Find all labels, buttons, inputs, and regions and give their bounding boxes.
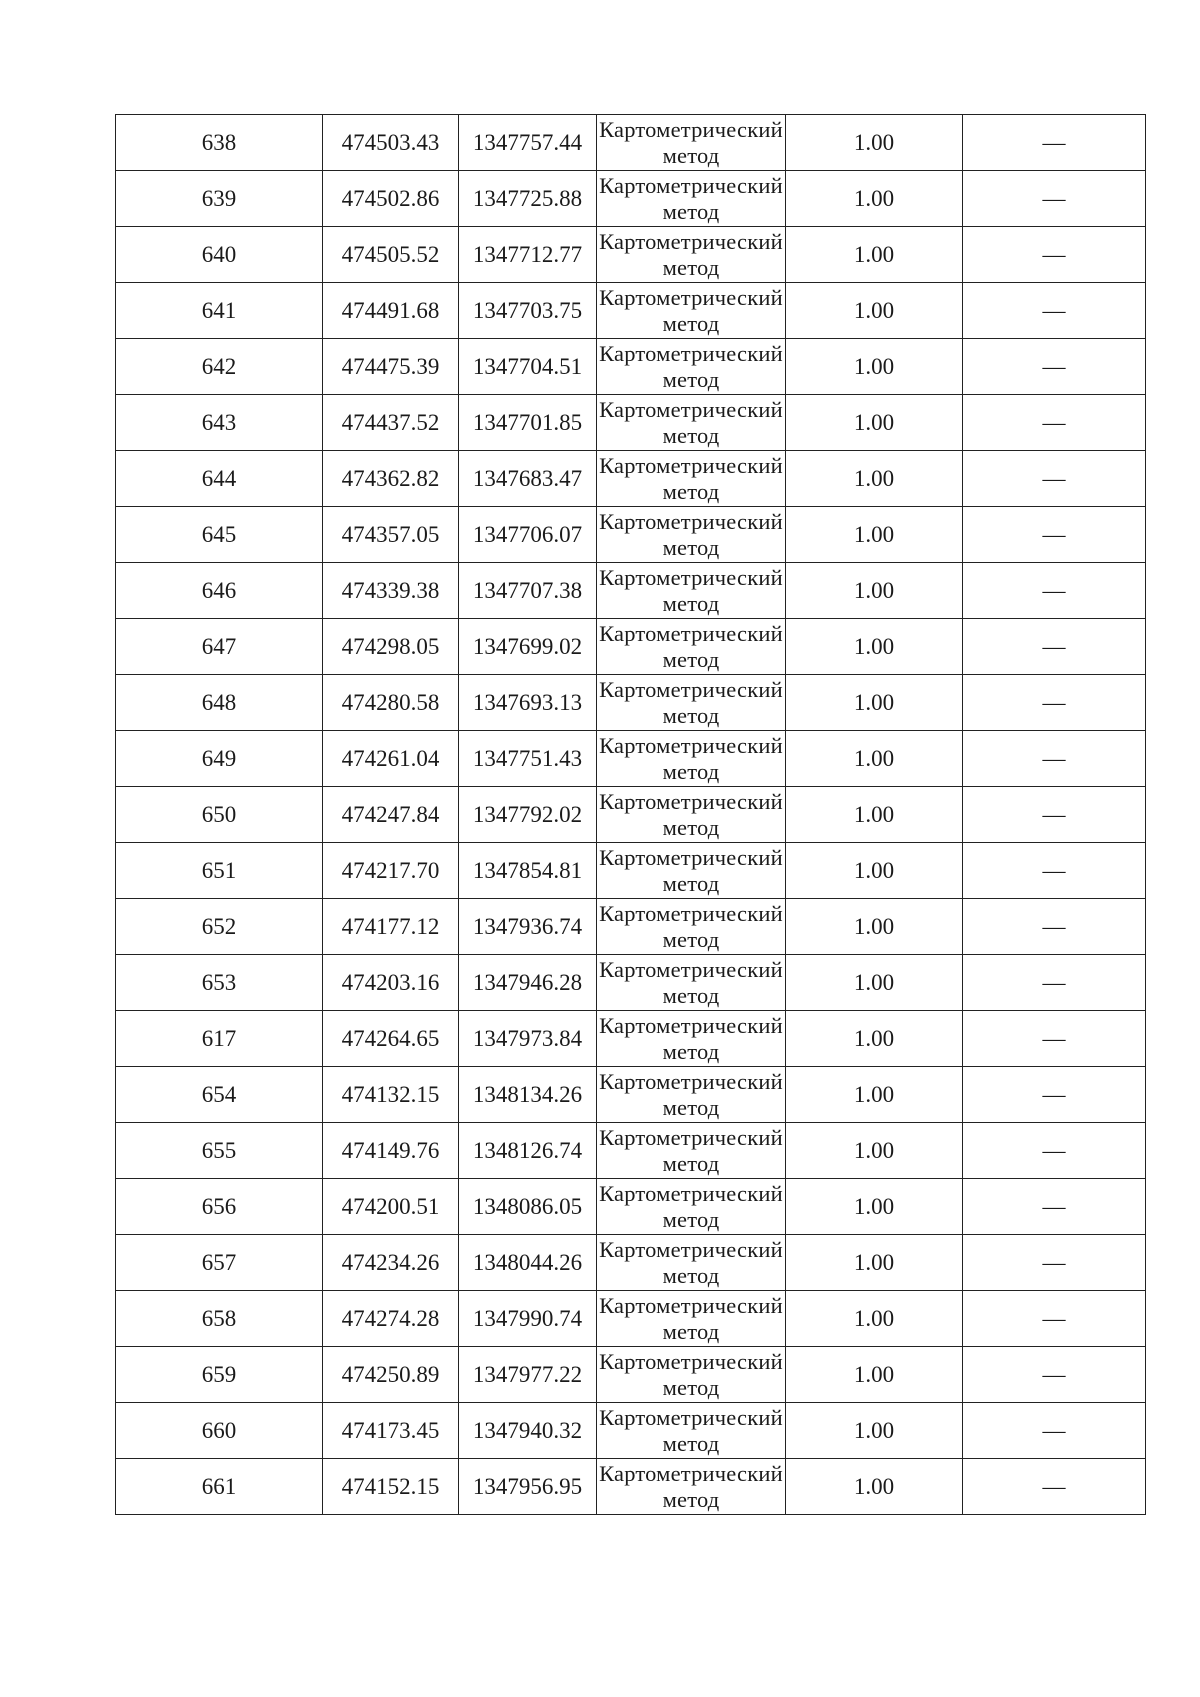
point-number-cell: 658 — [116, 1291, 323, 1347]
point-number-cell: 646 — [116, 563, 323, 619]
note-cell: — — [963, 115, 1146, 171]
accuracy-cell: 1.00 — [786, 787, 963, 843]
table-row — [116, 1179, 1146, 1235]
x-coordinate-cell: 474217.70 — [323, 843, 459, 899]
y-coordinate-cell: 1347683.47 — [459, 451, 597, 507]
point-number-cell: 617 — [116, 1011, 323, 1067]
y-coordinate-cell: 1347854.81 — [459, 843, 597, 899]
note-cell: — — [963, 955, 1146, 1011]
y-coordinate-cell: 1347751.43 — [459, 731, 597, 787]
coordinates-table — [115, 114, 1146, 1515]
method-cell: Картометрический метод — [597, 1123, 786, 1179]
y-coordinate-cell: 1347936.74 — [459, 899, 597, 955]
accuracy-cell: 1.00 — [786, 1011, 963, 1067]
x-coordinate-cell: 474502.86 — [323, 171, 459, 227]
x-coordinate-cell: 474173.45 — [323, 1403, 459, 1459]
table-row — [116, 843, 1146, 899]
x-coordinate-cell: 474491.68 — [323, 283, 459, 339]
point-number-cell: 644 — [116, 451, 323, 507]
accuracy-cell: 1.00 — [786, 171, 963, 227]
table-row — [116, 563, 1146, 619]
table-row — [116, 731, 1146, 787]
table-row — [116, 507, 1146, 563]
method-cell: Картометрический метод — [597, 675, 786, 731]
point-number-cell: 648 — [116, 675, 323, 731]
x-coordinate-cell: 474132.15 — [323, 1067, 459, 1123]
point-number-cell: 652 — [116, 899, 323, 955]
note-cell: — — [963, 1179, 1146, 1235]
x-coordinate-cell: 474298.05 — [323, 619, 459, 675]
y-coordinate-cell: 1348086.05 — [459, 1179, 597, 1235]
note-cell: — — [963, 1403, 1146, 1459]
note-cell: — — [963, 1459, 1146, 1515]
accuracy-cell: 1.00 — [786, 507, 963, 563]
table-row — [116, 955, 1146, 1011]
y-coordinate-cell: 1347703.75 — [459, 283, 597, 339]
y-coordinate-cell: 1348044.26 — [459, 1235, 597, 1291]
x-coordinate-cell: 474280.58 — [323, 675, 459, 731]
table-row — [116, 339, 1146, 395]
x-coordinate-cell: 474437.52 — [323, 395, 459, 451]
accuracy-cell: 1.00 — [786, 1403, 963, 1459]
method-cell: Картометрический метод — [597, 787, 786, 843]
point-number-cell: 640 — [116, 227, 323, 283]
y-coordinate-cell: 1347973.84 — [459, 1011, 597, 1067]
note-cell: — — [963, 339, 1146, 395]
point-number-cell: 638 — [116, 115, 323, 171]
table-row — [116, 171, 1146, 227]
accuracy-cell: 1.00 — [786, 283, 963, 339]
accuracy-cell: 1.00 — [786, 227, 963, 283]
accuracy-cell: 1.00 — [786, 1123, 963, 1179]
method-cell: Картометрический метод — [597, 451, 786, 507]
note-cell: — — [963, 395, 1146, 451]
point-number-cell: 645 — [116, 507, 323, 563]
method-cell: Картометрический метод — [597, 1179, 786, 1235]
y-coordinate-cell: 1347956.95 — [459, 1459, 597, 1515]
table-row — [116, 619, 1146, 675]
table-row — [116, 1347, 1146, 1403]
note-cell: — — [963, 787, 1146, 843]
method-cell: Картометрический метод — [597, 1459, 786, 1515]
x-coordinate-cell: 474264.65 — [323, 1011, 459, 1067]
method-cell: Картометрический метод — [597, 1011, 786, 1067]
point-number-cell: 656 — [116, 1179, 323, 1235]
table-row — [116, 899, 1146, 955]
x-coordinate-cell: 474152.15 — [323, 1459, 459, 1515]
method-cell: Картометрический метод — [597, 843, 786, 899]
accuracy-cell: 1.00 — [786, 899, 963, 955]
note-cell: — — [963, 171, 1146, 227]
y-coordinate-cell: 1347693.13 — [459, 675, 597, 731]
y-coordinate-cell: 1347699.02 — [459, 619, 597, 675]
table-row — [116, 1067, 1146, 1123]
note-cell: — — [963, 675, 1146, 731]
accuracy-cell: 1.00 — [786, 1179, 963, 1235]
accuracy-cell: 1.00 — [786, 1067, 963, 1123]
note-cell: — — [963, 843, 1146, 899]
note-cell: — — [963, 899, 1146, 955]
point-number-cell: 639 — [116, 171, 323, 227]
point-number-cell: 642 — [116, 339, 323, 395]
method-cell: Картометрический метод — [597, 1291, 786, 1347]
point-number-cell: 660 — [116, 1403, 323, 1459]
note-cell: — — [963, 1291, 1146, 1347]
accuracy-cell: 1.00 — [786, 843, 963, 899]
y-coordinate-cell: 1347712.77 — [459, 227, 597, 283]
y-coordinate-cell: 1347701.85 — [459, 395, 597, 451]
coordinates-table-body — [116, 115, 1146, 1515]
point-number-cell: 647 — [116, 619, 323, 675]
point-number-cell: 659 — [116, 1347, 323, 1403]
note-cell: — — [963, 1347, 1146, 1403]
accuracy-cell: 1.00 — [786, 451, 963, 507]
method-cell: Картометрический метод — [597, 507, 786, 563]
accuracy-cell: 1.00 — [786, 619, 963, 675]
y-coordinate-cell: 1347757.44 — [459, 115, 597, 171]
x-coordinate-cell: 474475.39 — [323, 339, 459, 395]
note-cell: — — [963, 283, 1146, 339]
table-row — [116, 283, 1146, 339]
table-row — [116, 227, 1146, 283]
x-coordinate-cell: 474362.82 — [323, 451, 459, 507]
method-cell: Картометрический метод — [597, 171, 786, 227]
method-cell: Картометрический метод — [597, 1067, 786, 1123]
note-cell: — — [963, 227, 1146, 283]
note-cell: — — [963, 563, 1146, 619]
y-coordinate-cell: 1348134.26 — [459, 1067, 597, 1123]
accuracy-cell: 1.00 — [786, 1459, 963, 1515]
y-coordinate-cell: 1347946.28 — [459, 955, 597, 1011]
accuracy-cell: 1.00 — [786, 1291, 963, 1347]
x-coordinate-cell: 474200.51 — [323, 1179, 459, 1235]
accuracy-cell: 1.00 — [786, 395, 963, 451]
table-row — [116, 451, 1146, 507]
point-number-cell: 657 — [116, 1235, 323, 1291]
point-number-cell: 643 — [116, 395, 323, 451]
accuracy-cell: 1.00 — [786, 731, 963, 787]
x-coordinate-cell: 474149.76 — [323, 1123, 459, 1179]
method-cell: Картометрический метод — [597, 283, 786, 339]
table-row — [116, 1459, 1146, 1515]
y-coordinate-cell: 1347725.88 — [459, 171, 597, 227]
method-cell: Картометрический метод — [597, 731, 786, 787]
y-coordinate-cell: 1348126.74 — [459, 1123, 597, 1179]
note-cell: — — [963, 1067, 1146, 1123]
method-cell: Картометрический метод — [597, 1235, 786, 1291]
point-number-cell: 653 — [116, 955, 323, 1011]
method-cell: Картометрический метод — [597, 899, 786, 955]
table-row — [116, 1291, 1146, 1347]
y-coordinate-cell: 1347940.32 — [459, 1403, 597, 1459]
point-number-cell: 649 — [116, 731, 323, 787]
x-coordinate-cell: 474203.16 — [323, 955, 459, 1011]
method-cell: Картометрический метод — [597, 1403, 786, 1459]
method-cell: Картометрический метод — [597, 1347, 786, 1403]
x-coordinate-cell: 474261.04 — [323, 731, 459, 787]
x-coordinate-cell: 474274.28 — [323, 1291, 459, 1347]
note-cell: — — [963, 1123, 1146, 1179]
accuracy-cell: 1.00 — [786, 339, 963, 395]
point-number-cell: 655 — [116, 1123, 323, 1179]
table-row — [116, 1011, 1146, 1067]
note-cell: — — [963, 731, 1146, 787]
note-cell: — — [963, 1235, 1146, 1291]
y-coordinate-cell: 1347977.22 — [459, 1347, 597, 1403]
x-coordinate-cell: 474177.12 — [323, 899, 459, 955]
point-number-cell: 650 — [116, 787, 323, 843]
note-cell: — — [963, 619, 1146, 675]
note-cell: — — [963, 507, 1146, 563]
accuracy-cell: 1.00 — [786, 955, 963, 1011]
table-row — [116, 1403, 1146, 1459]
method-cell: Картометрический метод — [597, 227, 786, 283]
method-cell: Картометрический метод — [597, 395, 786, 451]
table-row — [116, 787, 1146, 843]
point-number-cell: 641 — [116, 283, 323, 339]
y-coordinate-cell: 1347706.07 — [459, 507, 597, 563]
accuracy-cell: 1.00 — [786, 1235, 963, 1291]
accuracy-cell: 1.00 — [786, 115, 963, 171]
x-coordinate-cell: 474505.52 — [323, 227, 459, 283]
table-row — [116, 675, 1146, 731]
method-cell: Картометрический метод — [597, 955, 786, 1011]
table-row — [116, 1235, 1146, 1291]
x-coordinate-cell: 474503.43 — [323, 115, 459, 171]
method-cell: Картометрический метод — [597, 619, 786, 675]
y-coordinate-cell: 1347792.02 — [459, 787, 597, 843]
y-coordinate-cell: 1347707.38 — [459, 563, 597, 619]
note-cell: — — [963, 1011, 1146, 1067]
accuracy-cell: 1.00 — [786, 1347, 963, 1403]
table-row — [116, 115, 1146, 171]
x-coordinate-cell: 474234.26 — [323, 1235, 459, 1291]
y-coordinate-cell: 1347704.51 — [459, 339, 597, 395]
method-cell: Картометрический метод — [597, 339, 786, 395]
x-coordinate-cell: 474339.38 — [323, 563, 459, 619]
point-number-cell: 661 — [116, 1459, 323, 1515]
accuracy-cell: 1.00 — [786, 563, 963, 619]
x-coordinate-cell: 474357.05 — [323, 507, 459, 563]
x-coordinate-cell: 474250.89 — [323, 1347, 459, 1403]
accuracy-cell: 1.00 — [786, 675, 963, 731]
table-row — [116, 395, 1146, 451]
table-row — [116, 1123, 1146, 1179]
method-cell: Картометрический метод — [597, 115, 786, 171]
point-number-cell: 654 — [116, 1067, 323, 1123]
method-cell: Картометрический метод — [597, 563, 786, 619]
y-coordinate-cell: 1347990.74 — [459, 1291, 597, 1347]
point-number-cell: 651 — [116, 843, 323, 899]
note-cell: — — [963, 451, 1146, 507]
x-coordinate-cell: 474247.84 — [323, 787, 459, 843]
